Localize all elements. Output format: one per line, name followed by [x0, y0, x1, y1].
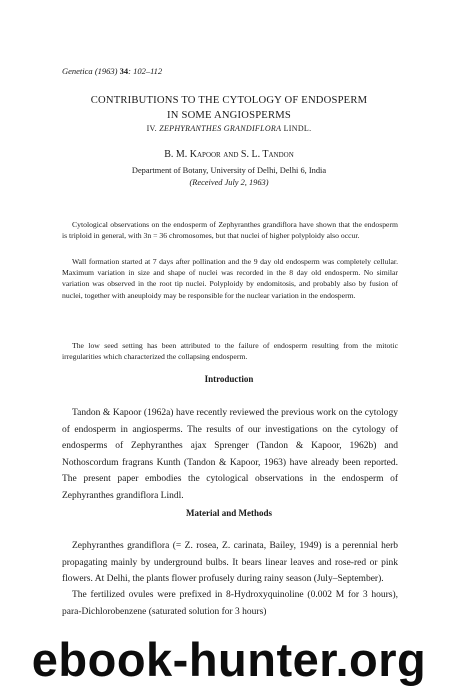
affiliation: Department of Botany, University of Delhi, Delhi 6, India: [131, 166, 327, 175]
page-range: : 102–112: [128, 66, 163, 76]
abstract-text-1: Cytological observations on the endosperm of Zephyranthes grandiflora have shown that the endosperm is triploid in general, with 3n = 36 chromosomes, but that nuclei of higher polyploidy also occur.: [62, 220, 398, 241]
abstract-paragraph-2: [62, 256, 398, 301]
introduction-paragraph: [62, 405, 398, 505]
methods-paragraph-1: [62, 538, 398, 588]
authors-text: B. M. Kapoor and S. L. Tandon: [164, 149, 294, 160]
section-heading-methods: Material and Methods: [186, 508, 272, 518]
journal-name: Genetica: [62, 66, 93, 76]
methods-paragraph-2: [62, 587, 398, 620]
title-part: [40, 124, 418, 133]
introduction-text: Tandon & Kapoor (1962a) have recently reviewed the previous work on the cytology of endosperm in angiosperms. The results of our investigations on the cytology of endosperms of Zephyranthes ajax Sprenger (Tandon & Kapoor, 1962b) and Nothoscordum fragrans Kunth (Tandon & Kapoor, 1963) have already been reported. The present paper embodies the cytological observations in the endosperm of Zephyranthes grandiflora Lindl.: [62, 408, 398, 501]
part-number: IV.: [146, 124, 160, 133]
methods-text-2: The fertilized ovules were prefixed in 8-Hydroxyquinoline (0.002 M for 3 hours), para-Dichlorobenzene (saturated solution for 3 hours): [62, 590, 398, 617]
received-date: (Received July 2, 1963): [189, 178, 269, 187]
methods-text-1: Zephyranthes grandiflora (= Z. rosea, Z. carinata, Bailey, 1949) is a perennial herb propagating mainly by underground bulbs. It bears linear leaves and rose-red or pink flowers. At Delhi, the plants flower profusely during rainy season (July–September).: [62, 541, 398, 585]
abstract-paragraph-3: [62, 340, 398, 362]
watermark-banner: ebook-hunter.org: [31, 633, 427, 686]
abstract-text-2: Wall formation started at 7 days after pollination and the 9 day old endosperm was completely cellular. Maximum variation in size and shape of nuclei was recorded in the 8 day old endosperm. No similar variation was observed in the root tip nuclei. Polyploidy by endomitosis, and probably also by fusion of nuclei, together with aneuploidy may be responsible for the nuclear variation in the endosperm.: [62, 257, 398, 300]
abstract-paragraph-1: [62, 219, 398, 241]
volume-number: 34: [119, 66, 129, 76]
species-name: ZEPHYRANTHES GRANDIFLORA: [159, 124, 282, 133]
species-authority: LINDL.: [281, 124, 312, 133]
citation-year: (1963): [92, 66, 120, 76]
section-heading-introduction: Introduction: [204, 374, 254, 384]
abstract-text-3: The low seed setting has been attributed to the failure of endosperm resulting from the mitotic irregularities which characterized the collapsing endosperm.: [62, 341, 398, 362]
title-line-1: CONTRIBUTIONS TO THE CYTOLOGY OF ENDOSPERM: [90, 95, 368, 106]
title-line-2: IN SOME ANGIOSPERMS: [167, 110, 291, 121]
author-list: [40, 149, 418, 160]
journal-citation: [62, 66, 162, 76]
